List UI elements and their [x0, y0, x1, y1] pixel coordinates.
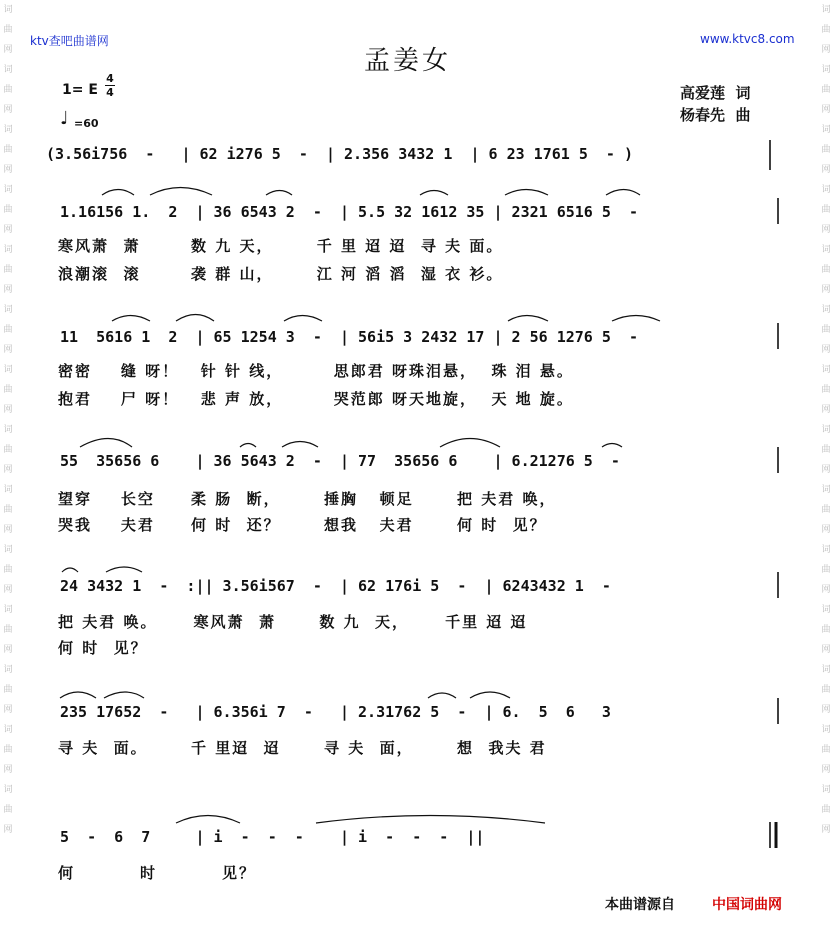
source-prefix: 本曲谱源自	[605, 897, 675, 913]
slur-mark	[440, 439, 500, 448]
slur-mark	[106, 567, 142, 572]
slur-mark	[60, 692, 96, 698]
slur-mark	[428, 693, 456, 698]
lyric-verse-2: 抱君 尸 呀！ 悲 声 放， 哭范郎 呀天地旋， 天 地 旋。	[58, 390, 574, 408]
slur-mark	[508, 316, 548, 322]
watermark-left: ktv查吧曲谱网	[30, 34, 109, 48]
side-watermark-left: 词曲网词曲网词曲网词曲网词曲网词曲网词曲网词曲网词曲网词曲网词曲网词曲网词曲网词曲网	[3, 5, 13, 835]
tempo-note-icon: ♩	[60, 108, 69, 129]
source-site-link[interactable]: 中国词曲网	[712, 897, 782, 913]
lyric-verse-1: 密密 缝 呀！ 针 针 线， 思郎君 呀珠泪悬， 珠 泪 悬。	[58, 362, 574, 380]
lyricist-credit: 高爱莲 词	[680, 84, 751, 102]
slur-mark	[284, 316, 322, 322]
slur-mark	[316, 816, 545, 824]
composer-credit: 杨春先 曲	[680, 106, 751, 124]
slur-mark	[62, 568, 78, 572]
lyric-verse-1: 寻 夫 面。 千 里迢 迢 寻 夫 面， 想 我夫 君	[58, 739, 547, 757]
slur-mark	[420, 191, 448, 196]
slur-mark	[505, 190, 548, 196]
slur-mark	[104, 692, 144, 698]
slur-mark	[112, 316, 150, 322]
slur-mark	[602, 444, 622, 448]
lyric-verse-2: 浪潮滚 滚 袭 群 山， 江 河 滔 滔 湿 衣 衫。	[58, 265, 504, 283]
slur-mark	[176, 315, 214, 322]
lyric-verse-1: 寒风萧 萧 数 九 天， 千 里 迢 迢 寻 夫 面。	[58, 237, 504, 255]
notation-line: 55 35656 6 | 36 5643 2 - | 77 35656 6 | 6.21276 5 -	[60, 452, 620, 470]
notation-line: 24 3432 1 - :|| 3.56i567 - | 62 176i 5 - | 6243432 1 -	[60, 577, 611, 595]
notation-line: 5 - 6 7 | i - - - | i - - - ||	[60, 828, 485, 846]
notation-line: 1.16156 1. 2 | 36 6543 2 - | 5.5 32 1612 35 | 2321 6516 5 -	[60, 203, 638, 221]
slur-mark	[240, 444, 256, 448]
slur-mark	[102, 190, 134, 196]
lyric-verse-2: 何 时 见？	[58, 639, 148, 657]
slur-mark	[266, 191, 292, 196]
side-watermark-right: 词曲网词曲网词曲网词曲网词曲网词曲网词曲网词曲网词曲网词曲网词曲网词曲网词曲网词曲网	[821, 5, 831, 835]
slur-mark	[150, 188, 212, 196]
time-signature: 4 4	[106, 72, 114, 99]
watermark-right: www.ktvc8.com	[700, 32, 795, 46]
slur-mark	[606, 190, 640, 196]
key-signature: 1= E	[62, 82, 98, 98]
lyric-verse-1: 何 时 见？	[58, 864, 256, 882]
lyric-verse-1: 望穿 长空 柔 肠 断， 捶胸 顿足 把 夫君 唤，	[58, 490, 557, 508]
slur-mark	[282, 442, 318, 448]
tempo-value: =60	[74, 117, 99, 130]
lyric-verse-2: 哭我 夫君 何 时 还？ 想我 夫君 何 时 见？	[58, 516, 547, 534]
notation-line: (3.56i756 - | 62 i276 5 - | 2.356 3432 1 | 6 23 1761 5 - )	[46, 145, 633, 163]
slur-mark	[176, 816, 240, 824]
slur-mark	[80, 439, 132, 448]
notation-line: 235 17652 - | 6.356i 7 - | 2.31762 5 - | 6. 5 6 3	[60, 703, 611, 721]
lyric-verse-1: 把 夫君 唤。 寒风萧 萧 数 九 天， 千里 迢 迢	[58, 613, 528, 631]
song-title: 孟姜女	[364, 46, 452, 76]
slur-mark	[612, 316, 660, 322]
notation-line: 11 5616 1 2 | 65 1254 3 - | 56i5 3 2432 17 | 2 56 1276 5 -	[60, 328, 638, 346]
slur-mark	[470, 692, 510, 698]
